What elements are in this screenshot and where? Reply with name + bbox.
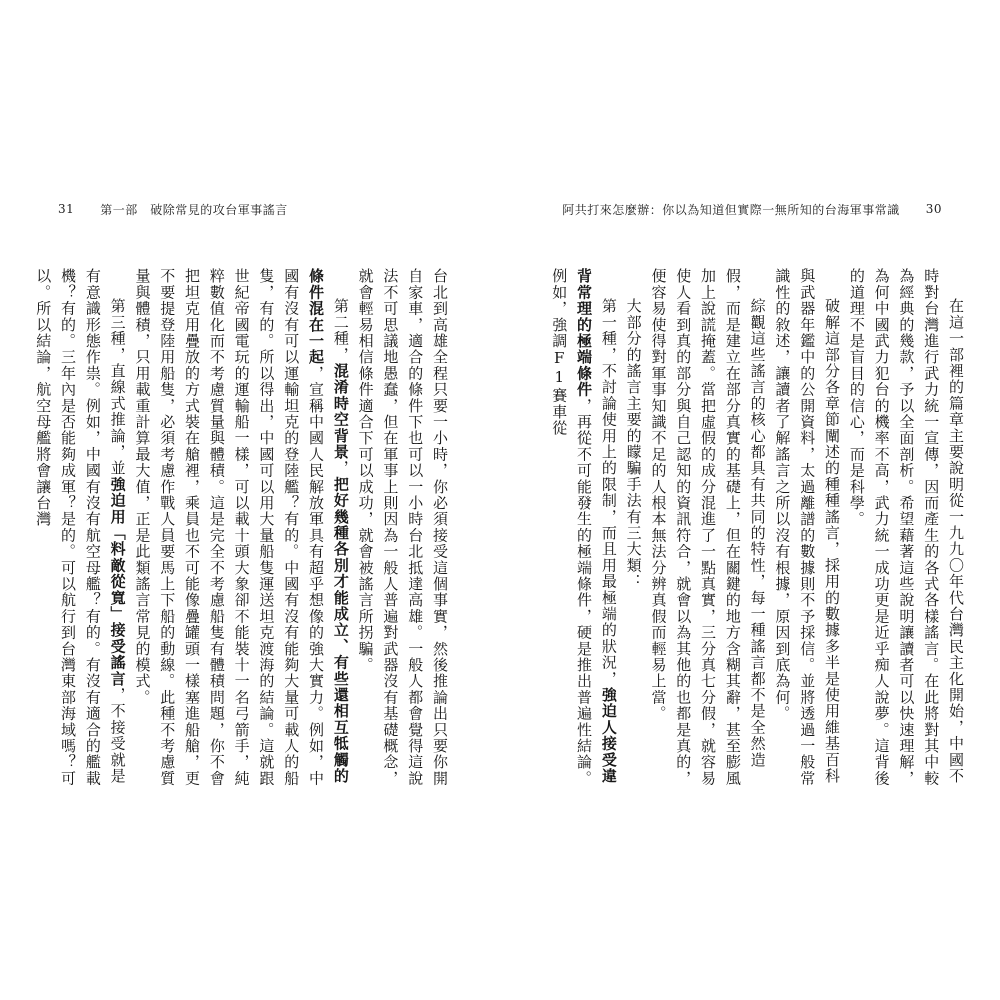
text-run: 台北到高雄全程只要一小時，你必須接受這個事實，然後推論出只要你開自家車，適合的條件下也可以一小時台北抵達高雄。一般人都會覺得這說法不可思議地愚蠢，但在軍事上則因為一般人普遍對武器沒有基礎概念，就會輕易相信條件適合下可以成功，就會被謠言所拐騙。 xyxy=(356,268,449,787)
text-run: ，不接受就是有意識形態作祟。例如，中國有沒有航空母艦？有的。有沒有適合的艦載機？有的。三年內是否能夠成軍？是的。可以航行到台灣東部海域嗎？可以。所以結論，航空母艦將會讓台灣 xyxy=(34,268,127,787)
text-run: 綜觀這些謠言的核心都具有共同的特性，每一種謠言都不是全然造假，而是建立在部分真實的基礎上，但在關鍵的地方含糊其辭，甚至膨風加上說謊掩蓋。當把虛假的成分混進了一點真實，三分真七分假，就容易使人看到真的部分與自己認知的資訊符合，就會以為其他的也都是真的，便容易使得對軍事知識不足的人根本無法分辨真假而輕易上當。 xyxy=(649,268,767,787)
bold-text-run: 把好幾種各別才能成立、有些還相互牴觸的條件混在一起 xyxy=(307,268,350,785)
bold-text-run: 強迫用「料敵從寬」接受謠言 xyxy=(108,476,127,687)
right-page xyxy=(500,0,1000,1000)
text-run: ，再從不可能發生的極端條件，硬是推出普遍性結論。例如，強調F1賽車從 xyxy=(550,268,594,787)
body-paragraph xyxy=(844,268,968,788)
text-run: ，宣稱中國人民解放軍具有超乎想像的強大實力。例如，中國有沒有可以運輸坦克的登陸艦？有的。中國有沒有能夠大量可載人的船隻，有的。所以得出，中國可以用大量船隻運送坦克渡海的結論。這就跟世紀帝國電玩的運輸船一樣，可以載十頭大象卻不能裝十一名弓箭手，純粹數值化而不考慮質量與體積。這是完全不考慮船隻有體積問題，你不會把坦克用疊放的方式裝在艙裡，乘員也不可能像疊罐頭一樣塞進船艙，更不要提登陸用船隻，必須考慮作戰人員要馬上下船的動線。此種不考慮質量與體積，只用載重計算最大值，正是此類謠言常見的模式。 xyxy=(133,268,326,787)
body-paragraph xyxy=(353,268,452,788)
text-run: 大部分的謠言主要的矇騙手法有三大類： xyxy=(624,298,643,590)
text-run: 第三種，直線式推論，並 xyxy=(108,298,127,477)
left-page-body xyxy=(34,268,452,788)
left-page-header xyxy=(58,198,288,220)
text-run: 第二種， xyxy=(331,298,350,363)
text-run: 破解這部分各章節闡述的種種謠言，採用的數據多半是使用維基百科與武器年鑑中的公開資料，太過離譜的數據則不予採信。並將透過一般常識性的敘述，讓讀者了解謠言之所以沒有根據，原因到底為何。 xyxy=(773,268,842,787)
text-run: 在這一部裡的篇章主要說明從一九九〇年代台灣民主化開始，中國不時對台灣進行武力統一宣傳，因而產生的各式各樣謠言。在此將對其中較為經典的幾款，予以全面剖析。希望藉著這些說明讓讀者可以快速理解，為何中國武力犯台的機率不高，武力統一成功更是近乎痴人說夢。這背後的道理不是盲目的信心，而是科學。 xyxy=(847,268,965,787)
body-paragraph xyxy=(621,268,646,788)
text-run: ， xyxy=(331,460,350,477)
right-page-header xyxy=(562,198,942,220)
page-number: 30 xyxy=(925,202,942,216)
running-head: 阿共打來怎麼辦：你以為知道但實際一無所知的台海軍事常識 xyxy=(562,202,900,217)
body-paragraph xyxy=(646,268,770,788)
body-paragraph xyxy=(30,268,129,788)
body-paragraph xyxy=(770,268,844,788)
right-page-body xyxy=(548,268,968,788)
body-paragraph xyxy=(130,268,353,788)
text-run: 第一種，不討論使用上的限制，而且用最極端的狀況， xyxy=(599,298,618,687)
running-head: 第一部 破除常見的攻台軍事謠言 xyxy=(100,202,288,217)
body-paragraph xyxy=(546,268,620,788)
bold-text-run: 強迫人接受違背常理的極端條件 xyxy=(575,268,618,785)
page-number: 31 xyxy=(58,202,75,216)
bold-text-run: 混淆時空背景 xyxy=(331,362,350,461)
